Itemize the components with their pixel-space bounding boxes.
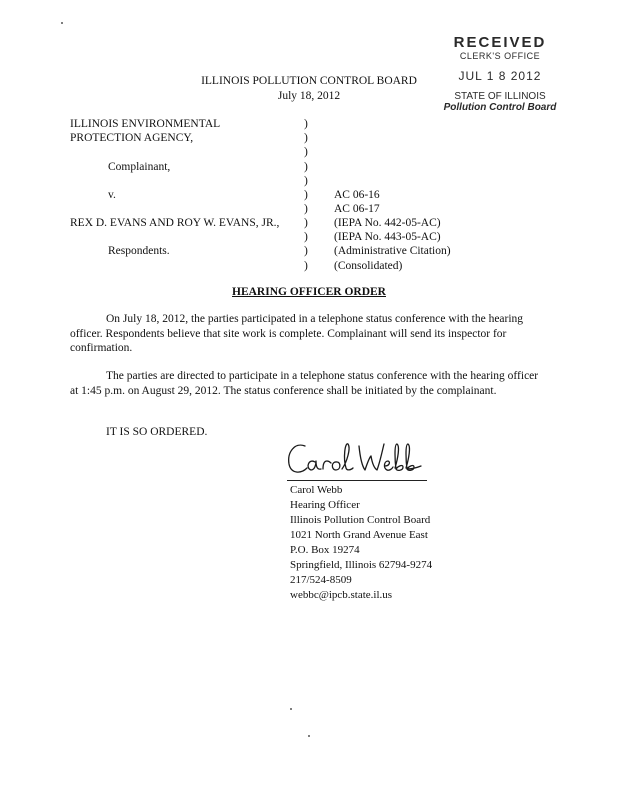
stamp-board: Pollution Control Board: [443, 102, 557, 113]
signer-email: webbc@ipcb.state.il.us: [290, 589, 393, 601]
caption-paren: ): [304, 118, 308, 130]
board-name: ILLINOIS POLLUTION CONTROL BOARD: [201, 75, 417, 87]
versus: v.: [108, 189, 116, 201]
signer-name: Carol Webb: [290, 484, 343, 496]
paragraph-text: On July 18, 2012, the parties participated in a telephone status conference with the hearing officer. Respondents believe that site work is complete. Complainant will send its inspector for confirmation.: [70, 313, 524, 354]
body-paragraph: [70, 369, 540, 398]
agency-line-1: ILLINOIS ENVIRONMENTAL: [70, 118, 221, 130]
document-date: July 18, 2012: [277, 90, 341, 102]
signer-phone: 217/524-8509: [290, 574, 352, 586]
so-ordered: IT IS SO ORDERED.: [106, 426, 208, 438]
stamp-state: STATE OF ILLINOIS: [454, 91, 546, 102]
complainant-label: Complainant,: [108, 161, 171, 173]
scan-speck: [308, 735, 310, 737]
scan-speck: [290, 708, 292, 710]
caption-paren: ): [304, 260, 308, 272]
case-number: (Consolidated): [334, 260, 403, 272]
stamp-date: JUL 1 8 2012: [458, 69, 542, 83]
handwritten-signature: [285, 436, 425, 480]
caption-paren: ): [304, 217, 308, 229]
caption-paren: ): [304, 231, 308, 243]
respondents-label: Respondents.: [108, 245, 170, 257]
signer-po-box: P.O. Box 19274: [290, 544, 360, 556]
caption-paren: ): [304, 245, 308, 257]
signer-city: Springfield, Illinois 62794-9274: [290, 559, 433, 571]
body-paragraph: [70, 312, 540, 356]
stamp-clerks-office: CLERK'S OFFICE: [459, 51, 541, 61]
case-number: AC 06-17: [334, 203, 380, 215]
signature-block: [290, 483, 432, 603]
signature-line: [287, 480, 427, 481]
caption-paren: ): [304, 203, 308, 215]
caption-paren: ): [304, 161, 308, 173]
case-number: (IEPA No. 442-05-AC): [334, 217, 441, 229]
order-title: HEARING OFFICER ORDER: [232, 286, 386, 298]
respondents-names: REX D. EVANS AND ROY W. EVANS, JR.,: [70, 217, 280, 229]
case-number: (IEPA No. 443-05-AC): [334, 231, 441, 243]
caption-paren: ): [304, 146, 308, 158]
caption-paren: ): [304, 132, 308, 144]
signer-title: Hearing Officer: [290, 499, 360, 511]
case-number: AC 06-16: [334, 189, 380, 201]
stamp-received: RECEIVED: [453, 34, 547, 51]
signer-organization: Illinois Pollution Control Board: [290, 514, 431, 526]
signer-street: 1021 North Grand Avenue East: [290, 529, 428, 541]
caption-paren: ): [304, 189, 308, 201]
agency-line-2: PROTECTION AGENCY,: [70, 132, 194, 144]
scan-speck: [61, 22, 63, 24]
paragraph-text: The parties are directed to participate in a telephone status conference with the hearing officer at 1:45 p.m. on August 29, 2012. The status conference shall be initiated by the complainant.: [70, 370, 539, 397]
caption-paren: ): [304, 175, 308, 187]
case-number: (Administrative Citation): [334, 245, 451, 257]
